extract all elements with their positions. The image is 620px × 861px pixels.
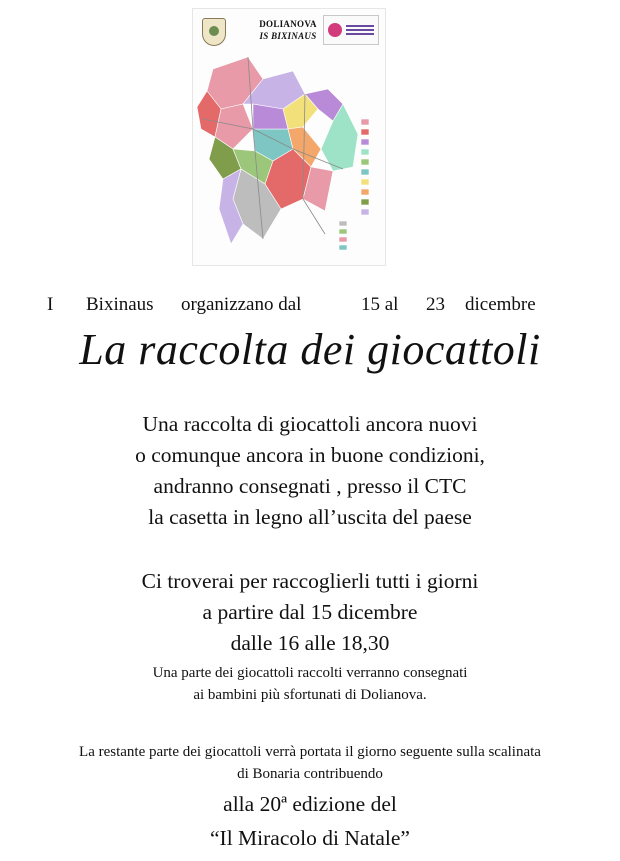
- association-logo-icon: [323, 15, 379, 45]
- note-line: La restante parte dei giocattoli verrà portata il giorno seguente sulla scalinata: [79, 744, 541, 760]
- description-line: Una raccolta di giocattoli ancora nuovi: [142, 412, 478, 436]
- map-town-name: DOLIANOVA: [259, 19, 317, 29]
- schedule-line: Ci troverai per raccoglierli tutti i giorni: [141, 569, 479, 593]
- note-line: di Bonaria contribuendo: [237, 766, 383, 782]
- page-title: La raccolta dei giocattoli: [79, 325, 541, 374]
- distribution-note: [0, 662, 620, 706]
- event-name: “Il Miracolo di Natale”: [210, 826, 410, 850]
- description-line: o comunque ancora in buone condizioni,: [135, 443, 485, 467]
- description-paragraph: [0, 409, 620, 533]
- closing-line: alla 20ª edizione del: [223, 792, 397, 816]
- neighbourhood-map: [192, 8, 386, 266]
- intro-word-organizzano: organizzano dal: [181, 294, 302, 315]
- description-line: andranno consegnati , presso il CTC: [153, 474, 467, 498]
- closing-block: [0, 787, 620, 855]
- note-line: Una parte dei giocattoli raccolti verranno consegnati: [152, 665, 468, 681]
- description-line: la casetta in legno all’uscita del paese: [148, 505, 472, 529]
- schedule-paragraph: [0, 566, 620, 659]
- map-header: [193, 9, 385, 49]
- schedule-line: a partire dal 15 dicembre: [202, 600, 418, 624]
- map-drawing: [193, 49, 385, 265]
- intro-word-bixinaus: Bixinaus: [86, 294, 154, 315]
- note-line: ai bambini più sfortunati di Dolianova.: [193, 687, 427, 703]
- bonaria-note: [0, 741, 620, 785]
- town-crest-icon: [202, 18, 226, 46]
- intro-month: dicembre: [465, 294, 536, 315]
- intro-date-end: 23: [426, 294, 445, 315]
- schedule-line: dalle 16 alle 18,30: [230, 631, 390, 655]
- intro-line: [0, 294, 620, 318]
- map-area-name: IS BIXINAUS: [259, 31, 317, 41]
- intro-word-i: I: [47, 294, 54, 315]
- intro-date-start: 15 al: [361, 294, 399, 315]
